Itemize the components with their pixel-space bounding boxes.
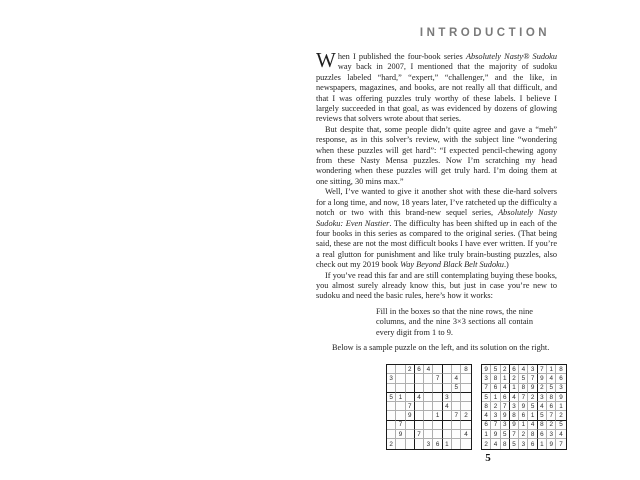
sudoku-cell: 7: [406, 402, 415, 411]
sudoku-cell: 3: [424, 439, 433, 448]
sudoku-cell: 5: [519, 374, 528, 383]
sudoku-cell: 1: [501, 374, 510, 383]
sudoku-cell: 8: [538, 421, 547, 430]
sudoku-cell: [406, 393, 415, 402]
sudoku-cell: 5: [528, 402, 537, 411]
sudoku-cell: 1: [556, 402, 565, 411]
text-run: If you’ve read this far and are still contemplating buying these books, you almost surely already know this, but just in case you’re new to sudoku and need the basic rules, here’s how it works:: [316, 270, 557, 301]
sudoku-cell: [396, 411, 405, 420]
sudoku-cell: 4: [547, 374, 556, 383]
sudoku-cell: 4: [510, 393, 519, 402]
sudoku-cell: 5: [387, 393, 396, 402]
sudoku-cell: 7: [528, 374, 537, 383]
sudoku-cell: [433, 430, 442, 439]
sudoku-cell: [387, 402, 396, 411]
sudoku-cell: 7: [510, 430, 519, 439]
sudoku-cell: 2: [538, 384, 547, 393]
sudoku-cell: 1: [519, 421, 528, 430]
sudoku-cell: 4: [424, 365, 433, 374]
sudoku-cell: 8: [510, 411, 519, 420]
sudoku-cell: [452, 402, 461, 411]
sudoku-cell: [415, 439, 424, 448]
sudoku-cell: 4: [519, 365, 528, 374]
intro-paragraph: [316, 125, 557, 187]
sudoku-cell: [461, 402, 470, 411]
sudoku-cell: 9: [528, 384, 537, 393]
sudoku-cell: 2: [519, 430, 528, 439]
sudoku-cell: 6: [547, 402, 556, 411]
sudoku-cell: 2: [482, 439, 491, 448]
sudoku-cell: 2: [491, 402, 500, 411]
sudoku-cell: [433, 365, 442, 374]
sudoku-cell: [424, 384, 433, 393]
text-run: .): [503, 260, 509, 270]
text-run: Well, I’ve wanted to give it another shot with these die-hard solvers for a long time, and now, 18 years later, I’ve ratcheted up the difficulty a notch or two with this brand-new sequel series,: [316, 187, 557, 218]
sudoku-cell: [424, 430, 433, 439]
sudoku-cell: 9: [538, 374, 547, 383]
italic-text-run: Absolutely Nasty® Sudoku: [465, 52, 557, 61]
sudoku-cell: [443, 430, 452, 439]
sudoku-cell: 8: [519, 384, 528, 393]
sudoku-cell: [415, 421, 424, 430]
sudoku-cell: 8: [461, 365, 470, 374]
sudoku-cell: [433, 421, 442, 430]
sudoku-cell: [424, 402, 433, 411]
sudoku-cell: [443, 384, 452, 393]
sudoku-cell: 3: [501, 421, 510, 430]
sudoku-cell: [424, 421, 433, 430]
intro-paragraph: [316, 48, 557, 125]
sudoku-cell: 7: [415, 430, 424, 439]
blank-left-page: [0, 0, 315, 480]
text-run: way back in 2007, I mentioned that the majority of sudoku puzzles labeled “hard,” “expert,” “challenger,” and the like, in newspapers, magazines, and books, are not really all that difficult, and that I was offering puzzles truly worthy of these labels. I believe I largely succeeded in that goal, as was evidenced by dozens of glowing reviews that solvers wrote about that series.: [316, 62, 557, 124]
sudoku-cell: [406, 374, 415, 383]
sudoku-cell: 4: [501, 384, 510, 393]
sudoku-cell: [415, 374, 424, 383]
page-title: INTRODUCTION: [419, 27, 551, 39]
sudoku-cell: [433, 402, 442, 411]
sudoku-cell: [396, 402, 405, 411]
sudoku-cell: 9: [547, 439, 556, 448]
introduction-text-column: [316, 48, 558, 353]
sudoku-cell: 9: [519, 402, 528, 411]
sudoku-cell: 8: [528, 430, 537, 439]
sudoku-cell: 5: [452, 384, 461, 393]
italic-text-run: Way Beyond Black Belt Sudoku: [400, 260, 504, 270]
sudoku-cell: 1: [443, 439, 452, 448]
sudoku-cell: 1: [547, 365, 556, 374]
sudoku-cell: [443, 411, 452, 420]
sudoku-cell: [461, 393, 470, 402]
sudoku-cell: 4: [482, 411, 491, 420]
sudoku-cell: [443, 374, 452, 383]
sudoku-cell: 5: [547, 384, 556, 393]
sudoku-cell: 4: [443, 402, 452, 411]
sudoku-cell: [396, 374, 405, 383]
sudoku-cell: [452, 421, 461, 430]
sudoku-cell: 6: [556, 374, 565, 383]
sudoku-cell: [433, 393, 442, 402]
sudoku-cell: 7: [433, 374, 442, 383]
sudoku-cell: 3: [387, 374, 396, 383]
sudoku-cell: [406, 439, 415, 448]
sudoku-cell: 6: [433, 439, 442, 448]
sudoku-cell: 9: [556, 393, 565, 402]
sudoku-cell: 1: [510, 384, 519, 393]
sudoku-cell: 8: [482, 402, 491, 411]
intro-paragraph: [316, 187, 557, 270]
sudoku-cell: 8: [547, 393, 556, 402]
sudoku-cell: [424, 393, 433, 402]
sudoku-cell: [433, 384, 442, 393]
sudoku-cell: 7: [452, 411, 461, 420]
sample-caption: Below is a sample puzzle on the left, and its solution on the right.: [332, 342, 550, 352]
sudoku-cell: 8: [556, 365, 565, 374]
sudoku-cell: 1: [491, 393, 500, 402]
sudoku-cell: 2: [556, 411, 565, 420]
sudoku-cell: 9: [501, 411, 510, 420]
sudoku-cell: [415, 411, 424, 420]
sudoku-cell: 4: [491, 439, 500, 448]
sudoku-cell: [387, 421, 396, 430]
sudoku-cell: 6: [415, 365, 424, 374]
sudoku-cell: 4: [556, 430, 565, 439]
sudoku-cell: [387, 365, 396, 374]
sudoku-cell: 1: [482, 430, 491, 439]
sudoku-cell: 9: [406, 411, 415, 420]
sudoku-cell: 2: [406, 365, 415, 374]
sudoku-cell: 7: [559, 440, 563, 448]
sudoku-cell: [452, 393, 461, 402]
sudoku-cell: 7: [519, 393, 528, 402]
text-run: . The difficulty has been shifted up in each of the four books in this series as compared to the original series. (That being said, these are not the most difficult books I have ever written. If you’re a real glutton for punishment and like truly brain-busting puzzles, also check out my 2019 book: [316, 218, 557, 270]
sudoku-cell: [415, 402, 424, 411]
sudoku-cell: 1: [538, 439, 547, 448]
sudoku-cell: [461, 384, 470, 393]
sudoku-cell: [461, 421, 470, 430]
sudoku-cell: 7: [538, 365, 547, 374]
sudoku-cell: 3: [547, 430, 556, 439]
sudoku-cell: 3: [491, 411, 500, 420]
sudoku-cell: [415, 384, 424, 393]
sudoku-cell: 6: [519, 411, 528, 420]
page-number: 5: [485, 452, 491, 464]
sudoku-cell: 3: [443, 393, 452, 402]
sudoku-cell: [396, 365, 405, 374]
text-run: hen I published the four-book series: [337, 52, 466, 61]
sudoku-cell: 4: [461, 430, 470, 439]
sudoku-cell: 5: [482, 393, 491, 402]
sudoku-cell: 6: [501, 393, 510, 402]
sudoku-cell: [387, 411, 396, 420]
sudoku-cell: 2: [387, 439, 396, 448]
italic-text-run: Absolutely Nasty Sudoku: Even Nastier: [316, 208, 558, 228]
sudoku-cell: [424, 374, 433, 383]
text-run: But despite that, some people didn’t quite agree and gave a “meh” response, as in this solver’s review, with the subject line “wondering when these puzzles will get hard”: “I expected pencil-chewing agony from these Nasty Mensa puzzles. Now I’m scratching my head wondering when these puzzles will get truly hard. I’m doing them at one sitting, 30 mins max.”: [316, 124, 557, 186]
sudoku-cell: [461, 439, 470, 448]
sudoku-cell: 3: [556, 384, 565, 393]
sudoku-cell: [406, 421, 415, 430]
sudoku-cell: [396, 384, 405, 393]
sudoku-cell: 2: [528, 393, 537, 402]
sudoku-cell: 9: [491, 430, 500, 439]
sudoku-cell: 2: [461, 411, 470, 420]
sudoku-cell: 5: [501, 430, 510, 439]
sudoku-cell: [406, 430, 415, 439]
sudoku-cell: 7: [547, 411, 556, 420]
sudoku-puzzle-grid: [386, 364, 472, 450]
sudoku-cell: 6: [491, 384, 500, 393]
sudoku-cell: 6: [538, 430, 547, 439]
sudoku-cell: 7: [491, 421, 500, 430]
sudoku-cell: 7: [482, 384, 491, 393]
sudoku-cell: 6: [528, 439, 537, 448]
sudoku-cell: 2: [547, 421, 556, 430]
sudoku-cell: [452, 365, 461, 374]
sudoku-cell: [387, 384, 396, 393]
sudoku-cell: 5: [491, 365, 500, 374]
sudoku-cell: 9: [482, 365, 491, 374]
sudoku-cell: [452, 430, 461, 439]
sudoku-cell: 2: [501, 365, 510, 374]
sudoku-cell: 8: [501, 439, 510, 448]
sudoku-cell: [406, 384, 415, 393]
sudoku-solution-grid: [481, 364, 567, 450]
sudoku-cell: 3: [510, 402, 519, 411]
sudoku-cell: 3: [538, 393, 547, 402]
sudoku-cell: 1: [396, 393, 405, 402]
sudoku-cell: [424, 411, 433, 420]
sudoku-cell: [387, 430, 396, 439]
sudoku-cell: 3: [528, 365, 537, 374]
sudoku-cell: 8: [491, 374, 500, 383]
sudoku-cell: 9: [396, 430, 405, 439]
sudoku-cell: 5: [538, 411, 547, 420]
sudoku-cell: [443, 421, 452, 430]
sudoku-cell: 4: [415, 393, 424, 402]
sudoku-cell: [443, 365, 452, 374]
sudoku-cell: 7: [396, 421, 405, 430]
sudoku-cell: 5: [556, 421, 565, 430]
sudoku-cell: 6: [510, 365, 519, 374]
sudoku-cell: 9: [510, 421, 519, 430]
sudoku-cell: 6: [482, 421, 491, 430]
sudoku-cell: 5: [510, 439, 519, 448]
sudoku-cell: 1: [528, 411, 537, 420]
sudoku-cell: 7: [501, 402, 510, 411]
sudoku-cell: 4: [452, 374, 461, 383]
sudoku-cell: 1: [433, 411, 442, 420]
sudoku-cell: 4: [528, 421, 537, 430]
sudoku-cell: 2: [510, 374, 519, 383]
rules-callout: Fill in the boxes so that the nine rows, the nine columns, and the nine 3×3 sections all contain every digit from 1 to 9.: [376, 306, 533, 337]
sudoku-cell: [461, 374, 470, 383]
sudoku-cell: [396, 439, 405, 448]
drop-cap: W: [316, 48, 336, 72]
sudoku-cell: 3: [519, 439, 528, 448]
sudoku-cell: [452, 439, 461, 448]
intro-paragraph: [316, 271, 557, 302]
sudoku-cell: 3: [482, 374, 491, 383]
sudoku-cell: 4: [538, 402, 547, 411]
